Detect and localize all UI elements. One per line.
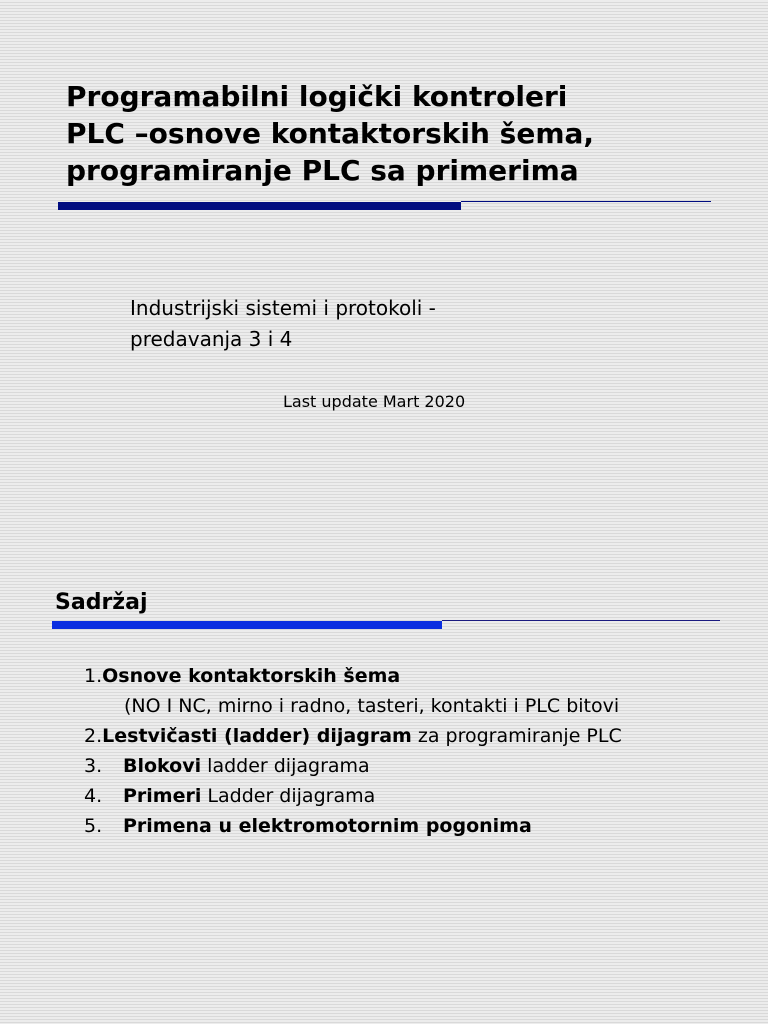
list-item-number: 1. (84, 665, 103, 687)
list-item (84, 781, 754, 811)
list-item-subline (84, 691, 754, 721)
slide-title-line: programiranje PLC sa primerima (66, 154, 579, 187)
contents-divider-thin (442, 620, 720, 621)
list-item-title: Osnove kontaktorskih šema (102, 665, 401, 687)
list-item-number: 2. (84, 725, 103, 747)
list-item-rest: ladder dijagrama (201, 755, 370, 777)
contents-list (84, 661, 754, 841)
contents-divider (52, 619, 720, 629)
contents-slide (0, 560, 768, 1024)
slide-subtitle-line: predavanja 3 i 4 (130, 327, 293, 351)
slide-title (66, 78, 746, 189)
list-item-title: Lestvičasti (ladder) dijagram (102, 725, 412, 747)
list-item-rest: (NO I NC, mirno i radno, tasteri, kontakti i PLC bitovi (124, 695, 620, 717)
title-divider-thick (58, 202, 461, 210)
title-divider (58, 200, 711, 210)
list-item-title: Primena u elektromotornim pogonima (123, 815, 532, 837)
list-item-rest: Ladder dijagrama (201, 785, 376, 807)
list-item (84, 811, 754, 841)
last-update-text: Last update Mart 2020 (283, 392, 466, 411)
list-item-rest: za programiranje PLC (411, 725, 622, 747)
contents-heading: Sadržaj (55, 590, 148, 615)
contents-divider-thick (52, 621, 442, 629)
list-item-number: 5. (84, 815, 103, 837)
list-item-number: 4. (84, 785, 103, 807)
list-item-number: 3. (84, 755, 103, 777)
list-item (84, 721, 754, 751)
list-item (84, 751, 754, 781)
list-item (84, 661, 754, 691)
slide-title-line: PLC –osnove kontaktorskih šema, (66, 117, 595, 150)
slide-subtitle (130, 293, 436, 355)
list-item-title: Primeri (123, 785, 202, 807)
slide-subtitle-line: Industrijski sistemi i protokoli - (130, 296, 436, 320)
slide-title-line: Programabilni logički kontroleri (66, 80, 568, 113)
list-item-title: Blokovi (123, 755, 202, 777)
title-divider-thin (461, 201, 711, 202)
